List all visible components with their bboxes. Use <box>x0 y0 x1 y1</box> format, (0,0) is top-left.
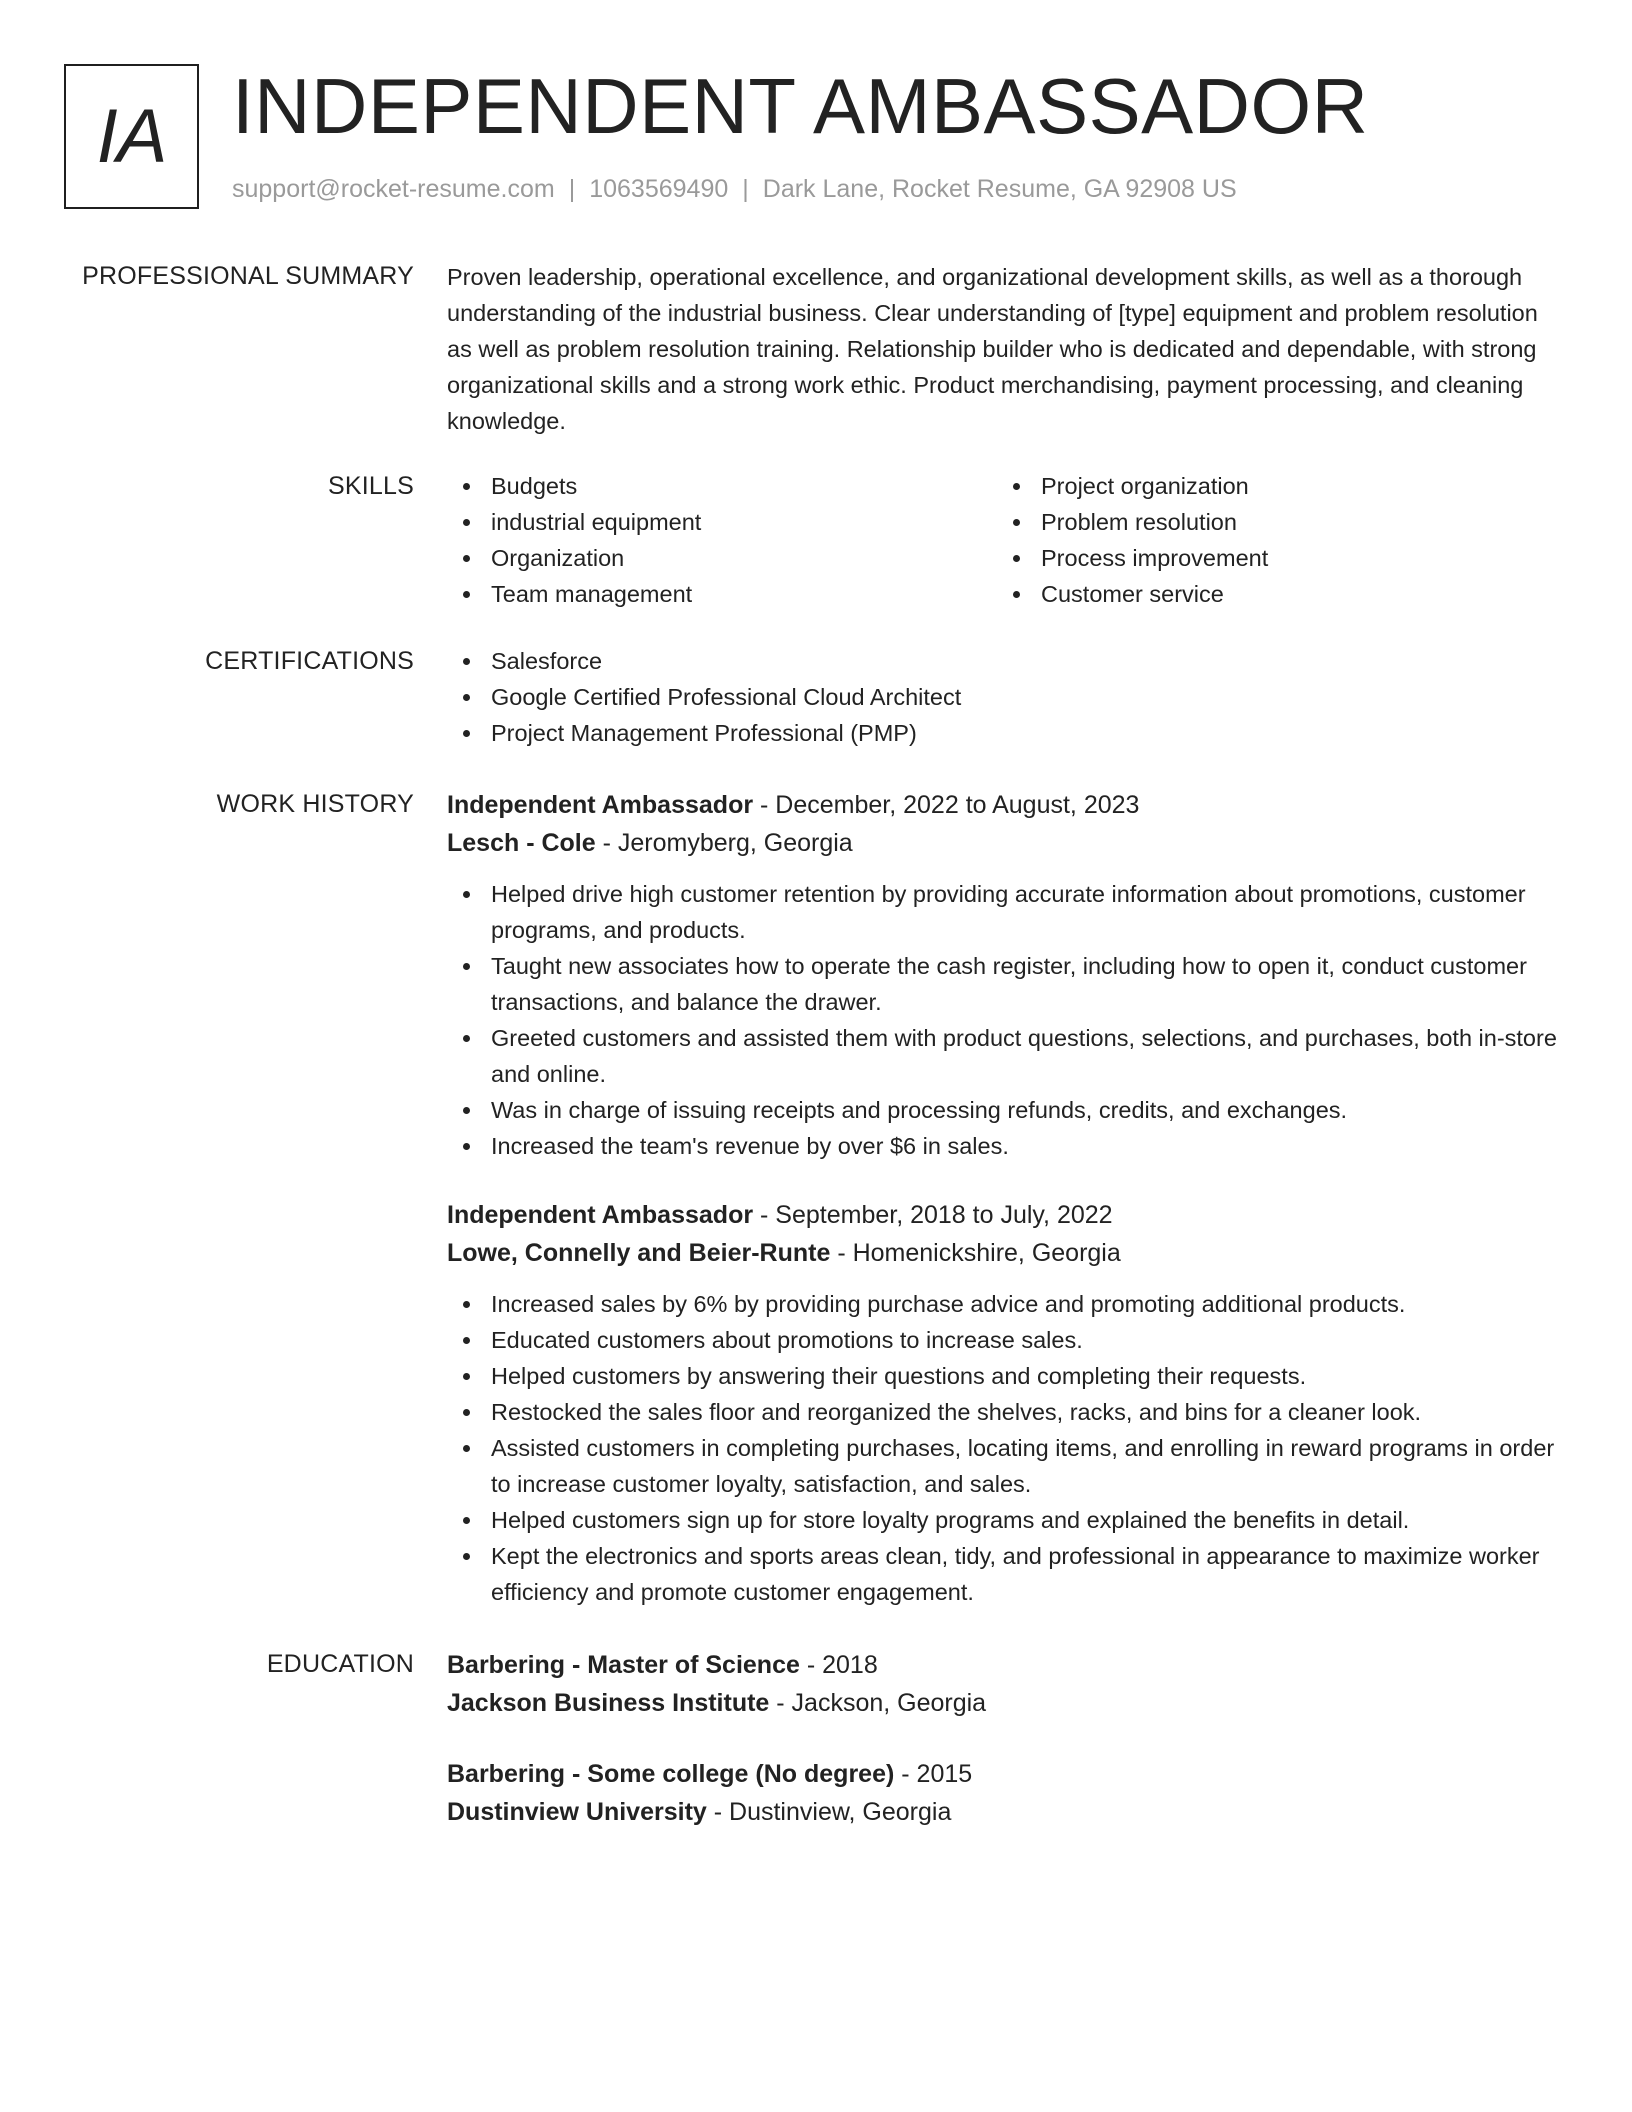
job-bullet: Kept the electronics and sports areas clean, tidy, and professional in appearance to maximize worker efficiency and promote customer engagement. <box>447 1538 1568 1610</box>
employer-name: Lowe, Connelly and Beier-Runte <box>447 1239 831 1267</box>
monogram-logo: IA <box>64 64 199 209</box>
work-history-body <box>447 786 1568 1610</box>
school-name: Jackson Business Institute <box>447 1689 770 1717</box>
contact-phone[interactable]: 1063569490 <box>589 175 729 203</box>
education-heading: EDUCATION <box>266 1650 414 1678</box>
employer-line <box>447 1234 1568 1272</box>
summary-heading: PROFESSIONAL SUMMARY <box>82 262 414 290</box>
skill-item: Problem resolution <box>997 504 1547 540</box>
job-bullet: Increased sales by 6% by providing purchase advice and promoting additional products. <box>447 1286 1568 1322</box>
contact-separator: | <box>568 175 576 203</box>
job-entry <box>447 1196 1568 1610</box>
degree-year: - 2018 <box>799 1651 878 1679</box>
job-bullet: Greeted customers and assisted them with product questions, selections, and purchases, both in-store and online. <box>447 1020 1568 1092</box>
job-bullet: Helped drive high customer retention by providing accurate information about promotions, customer programs, and products. <box>447 876 1568 948</box>
contact-separator: | <box>742 175 749 203</box>
job-bullet: Restocked the sales floor and reorganized the shelves, racks, and bins for a cleaner look. <box>447 1394 1568 1430</box>
skill-item: Project organization <box>997 468 1547 504</box>
degree-line <box>447 1755 1568 1793</box>
certifications-bullets <box>447 643 1568 751</box>
job-bullet: Assisted customers in completing purchases, locating items, and enrolling in reward programs in order to increase customer loyalty, satisfaction, and sales. <box>447 1430 1568 1502</box>
education-entry <box>447 1755 1568 1831</box>
employer-location: - Jeromyberg, Georgia <box>595 829 853 857</box>
job-bullet: Taught new associates how to operate the cash register, including how to open it, conduct customer transactions, and balance the drawer. <box>447 948 1568 1020</box>
school-name: Dustinview University <box>447 1798 707 1826</box>
job-bullet: Educated customers about promotions to increase sales. <box>447 1322 1568 1358</box>
degree-year: - 2015 <box>894 1760 973 1788</box>
certification-item: Salesforce <box>447 643 1568 679</box>
contact-line <box>232 175 1237 204</box>
education-body <box>447 1646 1568 1831</box>
employer-name: Lesch - Cole <box>447 829 596 857</box>
school-line <box>447 1793 1568 1831</box>
skill-item: industrial equipment <box>447 504 997 540</box>
skill-item: Team management <box>447 576 997 612</box>
skills-grid <box>447 468 1568 612</box>
certifications-heading: CERTIFICATIONS <box>205 647 414 675</box>
certification-item: Project Management Professional (PMP) <box>447 715 1568 751</box>
skill-item: Organization <box>447 540 997 576</box>
school-location: - Jackson, Georgia <box>769 1689 987 1717</box>
summary-text: Proven leadership, operational excellence, and organizational development skills, as well as a thorough understanding of the industrial business. Clear understanding of [type] equipment and problem resolution as well as problem resolution training. Relationship builder who is dedicated and dependable, with strong organizational skills and a strong work ethic. Product merchandising, payment processing, and cleaning knowledge. <box>447 264 1538 434</box>
contact-email[interactable]: support@rocket-resume.com <box>232 175 555 203</box>
school-location: - Dustinview, Georgia <box>706 1798 952 1826</box>
work-history-heading: WORK HISTORY <box>216 790 414 818</box>
resume-header <box>64 64 1568 209</box>
skill-item: Process improvement <box>997 540 1547 576</box>
skills-list <box>447 468 1568 612</box>
certifications-list <box>447 643 1568 751</box>
school-line <box>447 1684 1568 1722</box>
certification-item: Google Certified Professional Cloud Architect <box>447 679 1568 715</box>
job-title-line <box>447 1196 1568 1234</box>
job-title: Independent Ambassador <box>447 1201 754 1229</box>
candidate-name: INDEPENDENT AMBASSADOR <box>232 62 1369 150</box>
degree-name: Barbering - Some college (No degree) <box>447 1760 895 1788</box>
job-title: Independent Ambassador <box>447 791 754 819</box>
employer-location: - Homenickshire, Georgia <box>830 1239 1121 1267</box>
job-bullet: Helped customers sign up for store loyalty programs and explained the benefits in detail. <box>447 1502 1568 1538</box>
job-bullets <box>447 1286 1568 1610</box>
employer-line <box>447 824 1568 862</box>
job-title-line <box>447 786 1568 824</box>
skills-heading: SKILLS <box>328 472 414 500</box>
degree-name: Barbering - Master of Science <box>447 1651 800 1679</box>
job-dates: - September, 2018 to July, 2022 <box>753 1201 1113 1229</box>
job-bullets <box>447 876 1568 1164</box>
job-dates: - December, 2022 to August, 2023 <box>753 791 1140 819</box>
job-bullet: Was in charge of issuing receipts and processing refunds, credits, and exchanges. <box>447 1092 1568 1128</box>
degree-line <box>447 1646 1568 1684</box>
job-entry <box>447 786 1568 1164</box>
contact-address: Dark Lane, Rocket Resume, GA 92908 US <box>762 175 1237 203</box>
skill-item: Budgets <box>447 468 997 504</box>
education-entry <box>447 1646 1568 1722</box>
job-bullet: Increased the team's revenue by over $6 in sales. <box>447 1128 1568 1164</box>
skill-item: Customer service <box>997 576 1547 612</box>
job-bullet: Helped customers by answering their questions and completing their requests. <box>447 1358 1568 1394</box>
